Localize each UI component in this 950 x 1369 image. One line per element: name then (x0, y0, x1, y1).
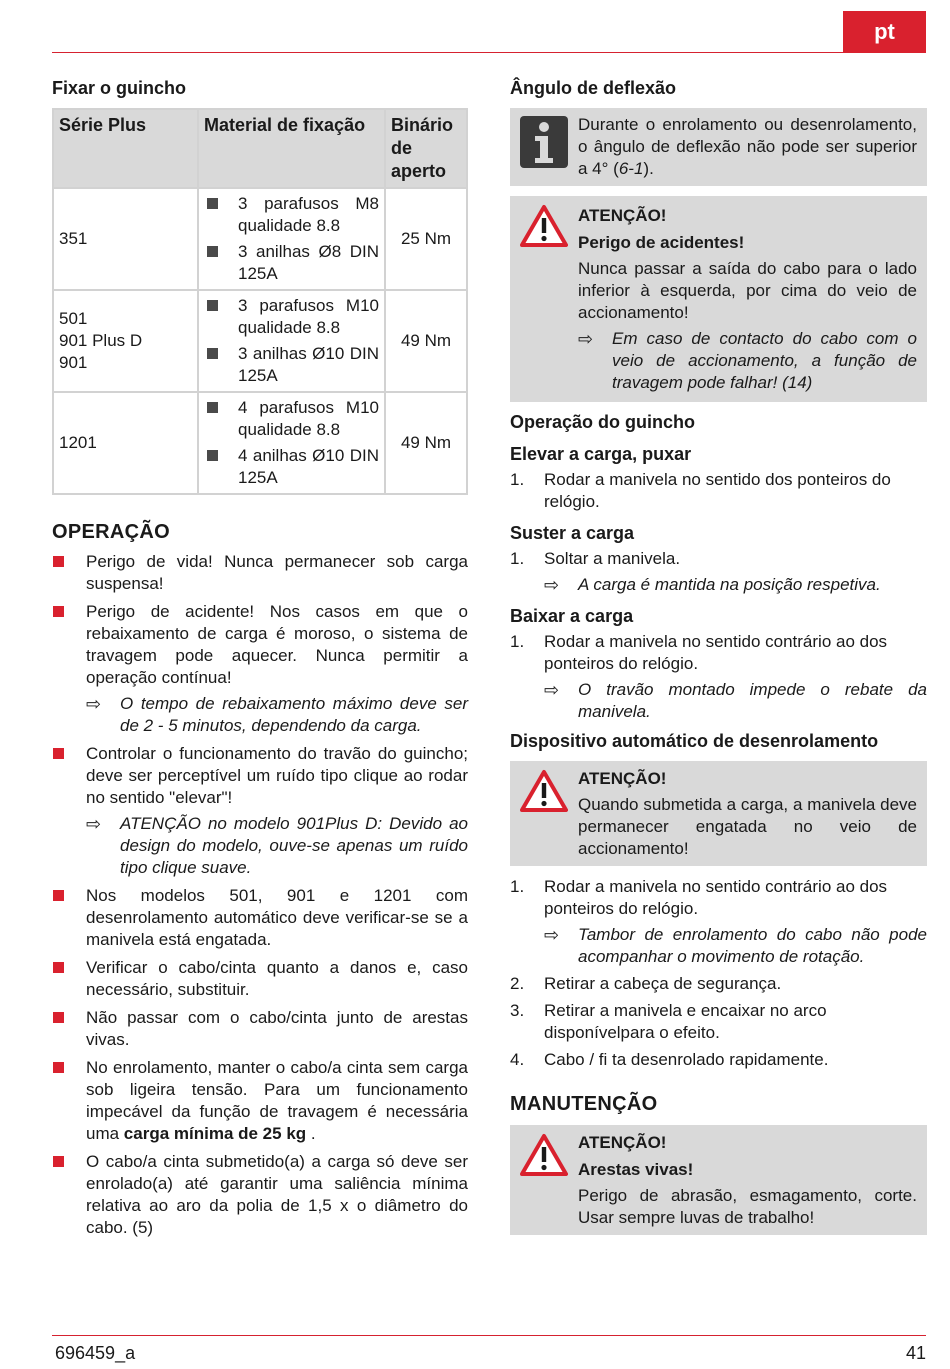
warning-box-accident (510, 196, 927, 402)
operation-bullets (52, 551, 468, 1239)
lift-title: Elevar a carga, puxar (510, 444, 692, 464)
result-text: ATENÇÃO no modelo 901Plus D: Devido ao design do modelo, ouve-se apenas um ruído tipo clique suave. (120, 814, 468, 877)
lift-steps (510, 469, 927, 513)
material-item: 3 anilhas Ø8 DIN 125A (204, 241, 379, 285)
list-item (510, 469, 927, 513)
step-text: Retirar a cabeça de segurança. (544, 974, 782, 993)
material-item: 4 parafusos M10 qualidade 8.8 (204, 397, 379, 441)
lower-title: Baixar a carga (510, 606, 634, 626)
table-row (53, 392, 467, 494)
language-tab: pt (843, 11, 926, 53)
list-item (52, 551, 468, 595)
header-material: Material de fixação (198, 109, 385, 188)
step-text: Rodar a manivela no sentido dos ponteiros do relógio. (544, 470, 891, 511)
bullet-bold-text: carga mínima de 25 kg (123, 1124, 307, 1143)
list-item (510, 548, 927, 596)
step-number: 3. (510, 1001, 525, 1020)
result-line (86, 813, 468, 879)
step-text: Rodar a manivela no sentido contrário ao dos ponteiros do relógio. (544, 632, 888, 673)
page-number: 41 (905, 1343, 926, 1363)
list-item (52, 743, 468, 879)
warning-box-crank (510, 761, 927, 866)
result-text: Tambor de enrolamento do cabo não pode acompanhar o movimento de rotação. (578, 925, 927, 966)
header-series: Série Plus (53, 109, 198, 188)
lower-steps (510, 631, 927, 723)
list-item (510, 1000, 927, 1044)
figure-reference: 6-1 (618, 159, 644, 178)
bullet-text: O cabo/a cinta submetido(a) a carga só deve ser enrolado(a) até garantir uma saliência mínima relativa ao aro da polia de 1,5 x o diâmetro do cabo. (5) (86, 1152, 468, 1237)
step-number: 1. (510, 470, 525, 489)
result-line (544, 574, 927, 596)
warning-title: ATENÇÃO! (578, 769, 667, 788)
fix-winch-title: Fixar o guincho (52, 78, 187, 98)
bullet-text: Não passar com o cabo/cinta junto de arestas vivas. (86, 1008, 468, 1049)
bullet-text: No enrolamento, manter o cabo/a cinta sem carga sob ligeira tensão. Para um funcionamento impecável da função de travagem é necessária uma (86, 1058, 468, 1143)
hold-title: Suster a carga (510, 523, 635, 543)
model-name: 351 (59, 229, 88, 248)
model-name: 901 Plus D (59, 331, 143, 350)
warning-title: ATENÇÃO! (578, 1133, 667, 1152)
list-item (510, 973, 927, 995)
result-line (544, 924, 927, 968)
auto-unwind-title: Dispositivo automático de desenrolamento (510, 731, 879, 751)
material-cell (198, 188, 385, 290)
header-rule (52, 52, 926, 53)
bullet-text: Perigo de vida! Nunca permanecer sob carga suspensa! (86, 552, 468, 593)
material-item: 3 parafusos M10 qualidade 8.8 (204, 295, 379, 339)
arrow-right-icon: ⇨ (578, 329, 594, 349)
material-item: 4 anilhas Ø10 DIN 125A (204, 445, 379, 489)
warning-text: Perigo de abrasão, esmagamento, corte. Usar sempre luvas de trabalho! (578, 1186, 917, 1227)
step-number: 4. (510, 1050, 525, 1069)
model-cell (53, 392, 198, 494)
material-cell (198, 290, 385, 392)
result-line (578, 328, 917, 394)
list-item (52, 1151, 468, 1239)
bullet-text: Perigo de acidente! Nos casos em que o rebaixamento de carga é moroso, o sistema de travagem pode aquecer. Nunca permitir a operação contínua! (86, 602, 468, 687)
header-torque: Binário de aperto (385, 109, 467, 188)
warning-title: ATENÇÃO! (578, 206, 667, 225)
warning-subtitle: Perigo de acidentes! (578, 233, 745, 252)
step-number: 1. (510, 877, 525, 896)
right-column (510, 76, 927, 1235)
step-text: Cabo / fi ta desenrolado rapidamente. (544, 1050, 829, 1069)
left-column (52, 76, 468, 1245)
list-item (52, 1007, 468, 1051)
step-number: 2. (510, 974, 525, 993)
hold-steps (510, 548, 927, 596)
step-number: 1. (510, 549, 525, 568)
model-cell (53, 290, 198, 392)
arrow-right-icon: ⇨ (544, 925, 560, 945)
operation-heading: OPERAÇÃO (52, 521, 170, 543)
result-text: O travão montado impede o rebate da manivela. (578, 680, 927, 721)
footer-rule (52, 1335, 926, 1336)
step-text: Soltar a manivela. (544, 549, 681, 568)
auto-unwind-steps (510, 876, 927, 1071)
arrow-right-icon: ⇨ (86, 694, 102, 714)
list-item (510, 631, 927, 723)
maintenance-heading: MANUTENÇÃO (510, 1093, 658, 1115)
table-header-row (53, 109, 467, 188)
bullet-text: Controlar o funcionamento do travão do guincho; deve ser perceptível um ruído tipo clique ao rodar no sentido "elevar"! (86, 744, 468, 807)
list-item (52, 885, 468, 951)
model-cell (53, 188, 198, 290)
arrow-right-icon: ⇨ (544, 680, 560, 700)
info-box (510, 108, 927, 186)
result-text: O tempo de rebaixamento máximo deve ser de 2 - 5 minutos, dependendo da carga. (120, 694, 468, 735)
result-line (544, 679, 927, 723)
list-item (52, 601, 468, 737)
warning-triangle-icon (520, 1133, 568, 1177)
fastening-table (52, 108, 468, 495)
info-icon (520, 116, 568, 168)
step-text: Retirar a manivela e encaixar no arco disponívelpara o efeito. (544, 1001, 827, 1042)
bullet-text: Verificar o cabo/cinta quanto a danos e, caso necessário, substituir. (86, 958, 468, 999)
list-item (52, 957, 468, 1001)
winch-operation-title: Operação do guincho (510, 412, 696, 432)
model-name: 901 (59, 353, 88, 372)
warning-triangle-icon (520, 204, 568, 248)
list-item (510, 1049, 927, 1071)
document-id: 696459_a (55, 1343, 136, 1363)
bullet-text: Nos modelos 501, 901 e 1201 com desenrolamento automático deve verificar-se se a manivela está engatada. (86, 886, 468, 949)
result-line (86, 693, 468, 737)
torque-cell: 25 Nm (385, 188, 467, 290)
warning-box-sharp-edges (510, 1125, 927, 1235)
model-name: 1201 (59, 433, 97, 452)
torque-cell: 49 Nm (385, 290, 467, 392)
list-item (52, 1057, 468, 1145)
warning-triangle-icon (520, 769, 568, 813)
warning-text: Nunca passar a saída do cabo para o lado inferior à esquerda, por cima do veio de accionamento! (578, 259, 917, 322)
table-row (53, 290, 467, 392)
info-text: Durante o enrolamento ou desenrolamento, o ângulo de deflexão não pode ser superior a 4° (6-1). (578, 115, 917, 178)
torque-cell: 49 Nm (385, 392, 467, 494)
material-cell (198, 392, 385, 494)
material-item: 3 anilhas Ø10 DIN 125A (204, 343, 379, 387)
deflection-title: Ângulo de deflexão (510, 78, 677, 98)
result-text: A carga é mantida na posição respetiva. (578, 575, 881, 594)
table-row (53, 188, 467, 290)
material-item: 3 parafusos M8 qualidade 8.8 (204, 193, 379, 237)
arrow-right-icon: ⇨ (86, 814, 102, 834)
arrow-right-icon: ⇨ (544, 575, 560, 595)
step-text: Rodar a manivela no sentido contrário ao dos ponteiros do relógio. (544, 877, 888, 918)
warning-subtitle: Arestas vivas! (578, 1160, 694, 1179)
step-number: 1. (510, 632, 525, 651)
model-name: 501 (59, 309, 88, 328)
bullet-text: . (306, 1124, 316, 1143)
warning-text: Quando submetida a carga, a manivela deve permanecer engatada no veio de accionamento! (578, 795, 917, 858)
result-text: Em caso de contacto do cabo com o veio de accionamento, a função de travagem pode falhar! (14) (612, 329, 917, 392)
list-item (510, 876, 927, 968)
